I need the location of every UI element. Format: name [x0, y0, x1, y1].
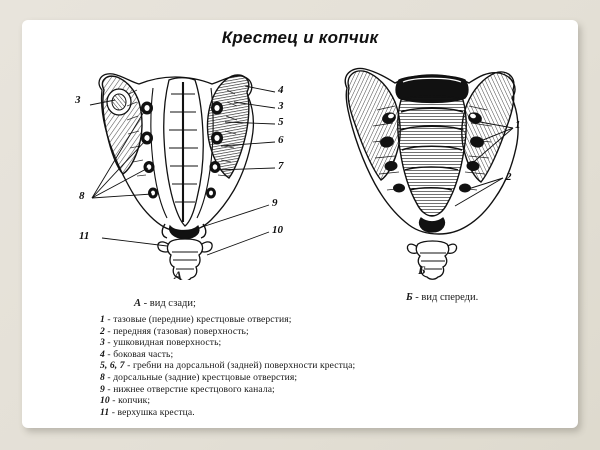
legend-index: 3: [100, 337, 105, 349]
figures-area: [22, 50, 578, 280]
callout-a-10: 10: [272, 224, 283, 236]
legend-text: - копчик;: [109, 395, 151, 407]
legend-index: 1: [100, 314, 105, 325]
legend-index: 4: [100, 348, 105, 360]
legend-text: - нижнее отверстие крестцового канала;: [104, 383, 275, 395]
figure-letter-b: Б: [418, 263, 426, 277]
legend-list: [100, 314, 420, 418]
callout-a-7: 7: [278, 160, 284, 172]
figure-caption-b: [406, 292, 478, 303]
legend-item: [100, 349, 420, 361]
callout-b-2: 2: [506, 171, 512, 183]
legend-item: [100, 372, 420, 384]
legend-index: 10: [100, 395, 110, 407]
legend-item: [100, 407, 420, 419]
legend-index: 8: [100, 371, 105, 383]
legend-text: - ушковидная поверхность;: [104, 337, 222, 349]
callout-a-11: 11: [79, 230, 90, 242]
figure-caption-a: [134, 298, 196, 309]
figure-sacrum-posterior: [57, 50, 307, 280]
sacrum-posterior-illustration: [57, 50, 307, 280]
page-title: Крестец и копчик: [221, 28, 379, 47]
legend-index: 9: [100, 383, 105, 395]
legend-item: [100, 314, 420, 326]
figure-sacrum-anterior: [317, 50, 547, 280]
legend-index: 11: [100, 406, 110, 418]
callout-a-9: 9: [272, 197, 278, 209]
figure-caption-b-text: - вид спереди.: [412, 292, 479, 303]
legend-text: - тазовые (передние) крестцовые отверстия;: [104, 314, 292, 325]
callout-a-5: 5: [278, 116, 284, 128]
legend-item: [100, 326, 420, 338]
legend-item: [100, 384, 420, 396]
callout-b-1: 1: [515, 119, 521, 131]
legend-text: - верхушка крестца.: [109, 406, 195, 418]
legend-index: 5, 6, 7: [100, 360, 125, 372]
figure-caption-b-letter: Б: [406, 292, 413, 303]
callout-a-3-left: 3: [75, 94, 81, 106]
legend-item: [100, 360, 420, 372]
callout-a-8: 8: [79, 190, 85, 202]
callout-a-6: 6: [278, 134, 284, 146]
callout-a-3-right: 3: [278, 100, 284, 112]
legend-text: - передняя (тазовая) поверхность;: [104, 325, 249, 337]
legend-index: 2: [100, 325, 105, 337]
figure-caption-a-letter: А: [134, 298, 142, 309]
legend-item: [100, 337, 420, 349]
callout-a-4: 4: [278, 84, 284, 96]
legend-text: - дорсальные (задние) крестцовые отверстия;: [104, 371, 298, 383]
figure-letter-a: А: [174, 268, 183, 282]
slide-card: [22, 20, 578, 428]
figure-caption-a-text: - вид сзади;: [141, 298, 196, 309]
sacrum-anterior-illustration: [317, 50, 547, 280]
legend-item: [100, 395, 420, 407]
legend-text: - боковая часть;: [104, 348, 174, 360]
legend-text: - гребни на дорсальной (задней) поверхности крестца;: [124, 360, 356, 372]
